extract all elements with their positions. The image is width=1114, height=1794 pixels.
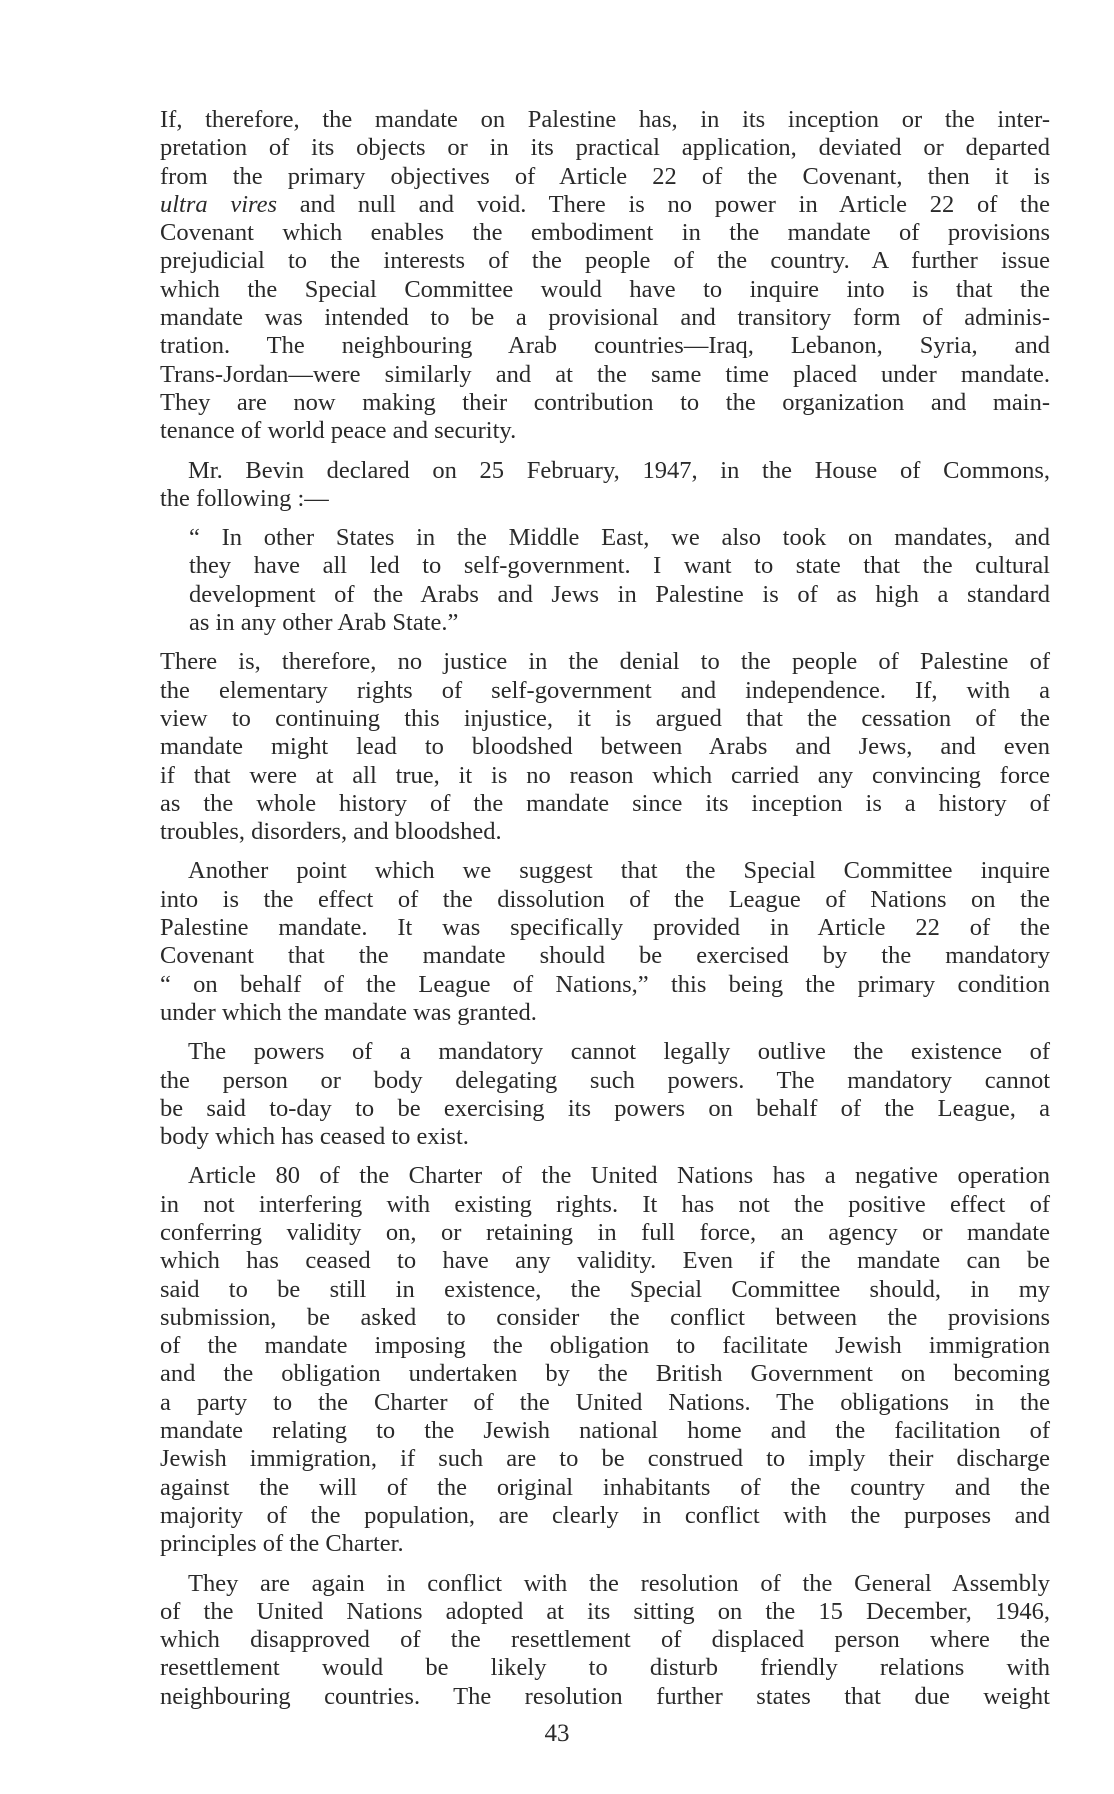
- text-line: development of the Arabs and Jews in Palestine is of as high a standard: [189, 580, 1050, 608]
- paragraph: [160, 106, 1050, 446]
- text-line: under which the mandate was granted.: [160, 998, 537, 1026]
- text-line: Trans-Jordan—were similarly and at the same time placed under mandate.: [160, 360, 1050, 388]
- text-line: mandate relating to the Jewish national home and the facilitation of: [160, 1417, 1050, 1445]
- text-line: tenance of world peace and security.: [160, 417, 517, 445]
- text-line: “ In other States in the Middle East, we also took on mandates, and: [189, 524, 1050, 552]
- text-line: they have all led to self-government. I want to state that the cultural: [189, 552, 1050, 580]
- text-line: said to be still in existence, the Special Committee should, in my: [160, 1275, 1050, 1303]
- text-line: tration. The neighbouring Arab countries—Iraq, Lebanon, Syria, and: [160, 332, 1050, 360]
- text-line: Palestine mandate. It was specifically provided in Article 22 of the: [160, 914, 1050, 942]
- text-line: submission, be asked to consider the conflict between the provisions: [160, 1303, 1050, 1331]
- text-line: majority of the population, are clearly in conflict with the purposes and: [160, 1501, 1050, 1529]
- text-line: Covenant which enables the embodiment in the mandate of provisions: [160, 219, 1050, 247]
- text-line: mandate might lead to bloodshed between Arabs and Jews, and even: [160, 733, 1050, 761]
- text-line: There is, therefore, no justice in the denial to the people of Palestine of: [160, 648, 1050, 676]
- text-line: They are again in conflict with the resolution of the General Assembly: [188, 1569, 1050, 1597]
- text-line: from the primary objectives of Article 22 of the Covenant, then it is: [160, 162, 1050, 190]
- text-line: body which has ceased to exist.: [160, 1123, 469, 1151]
- text-line: against the will of the original inhabitants of the country and the: [160, 1473, 1050, 1501]
- text-run: and null and void. There is no power in Article 22 of the: [277, 190, 1050, 218]
- paragraph: [160, 648, 1050, 846]
- text-line: principles of the Charter.: [160, 1530, 404, 1558]
- text-line: troubles, disorders, and bloodshed.: [160, 818, 502, 846]
- paragraph: [160, 857, 1050, 1027]
- paragraph: [160, 1570, 1050, 1711]
- text-line: into is the effect of the dissolution of the League of Nations on the: [160, 885, 1050, 913]
- document-body: [160, 106, 1050, 1722]
- text-line: Mr. Bevin declared on 25 February, 1947, in the House of Commons,: [188, 456, 1050, 484]
- text-line: view to continuing this injustice, it is argued that the cessation of the: [160, 704, 1050, 732]
- paragraph: [160, 457, 1050, 514]
- text-line: [160, 191, 1050, 219]
- text-line: of the United Nations adopted at its sitting on the 15 December, 1946,: [160, 1597, 1050, 1625]
- text-line: and the obligation undertaken by the British Government on becoming: [160, 1360, 1050, 1388]
- text-line: in not interfering with existing rights. It has not the positive effect of: [160, 1190, 1050, 1218]
- text-line: a party to the Charter of the United Nations. The obligations in the: [160, 1388, 1050, 1416]
- text-line: They are now making their contribution to the organization and main-: [160, 388, 1050, 416]
- text-line: the person or body delegating such powers. The mandatory cannot: [160, 1066, 1050, 1094]
- text-line: Jewish immigration, if such are to be construed to imply their discharge: [160, 1445, 1050, 1473]
- paragraph: [160, 1038, 1050, 1151]
- text-line: “ on behalf of the League of Nations,” this being the primary condition: [160, 970, 1050, 998]
- text-line: Covenant that the mandate should be exercised by the mandatory: [160, 942, 1050, 970]
- text-line: prejudicial to the interests of the people of the country. A further issue: [160, 247, 1050, 275]
- italic-phrase: ultra vires: [160, 190, 278, 218]
- text-line: pretation of its objects or in its practical application, deviated or departed: [160, 134, 1050, 162]
- text-line: The powers of a mandatory cannot legally outlive the existence of: [188, 1038, 1050, 1066]
- text-line: if that were at all true, it is no reason which carried any convincing force: [160, 761, 1050, 789]
- text-line: the elementary rights of self-government and independence. If, with a: [160, 676, 1050, 704]
- text-line: resettlement would be likely to disturb friendly relations with: [160, 1654, 1050, 1682]
- text-line: mandate was intended to be a provisional and transitory form of adminis-: [160, 304, 1050, 332]
- text-line: of the mandate imposing the obligation to facilitate Jewish immigration: [160, 1332, 1050, 1360]
- text-line: which has ceased to have any validity. Even if the mandate can be: [160, 1247, 1050, 1275]
- text-line: If, therefore, the mandate on Palestine has, in its inception or the inter-: [160, 106, 1050, 133]
- text-line: as the whole history of the mandate since its inception is a history of: [160, 789, 1050, 817]
- page-number: 43: [544, 1720, 570, 1747]
- text-line: conferring validity on, or retaining in full force, an agency or mandate: [160, 1218, 1050, 1246]
- text-line: as in any other Arab State.”: [189, 609, 459, 637]
- text-line: Another point which we suggest that the Special Committee inquire: [188, 857, 1050, 885]
- text-line: neighbouring countries. The resolution further states that due weight: [160, 1682, 1050, 1710]
- block-quote: [160, 524, 1050, 637]
- paragraph: [160, 1162, 1050, 1558]
- text-line: be said to-day to be exercising its powers on behalf of the League, a: [160, 1094, 1050, 1122]
- text-line: which the Special Committee would have to inquire into is that the: [160, 275, 1050, 303]
- text-line: the following :—: [160, 484, 329, 512]
- text-line: Article 80 of the Charter of the United Nations has a negative operation: [188, 1162, 1050, 1190]
- text-line: which disapproved of the resettlement of displaced person where the: [160, 1626, 1050, 1654]
